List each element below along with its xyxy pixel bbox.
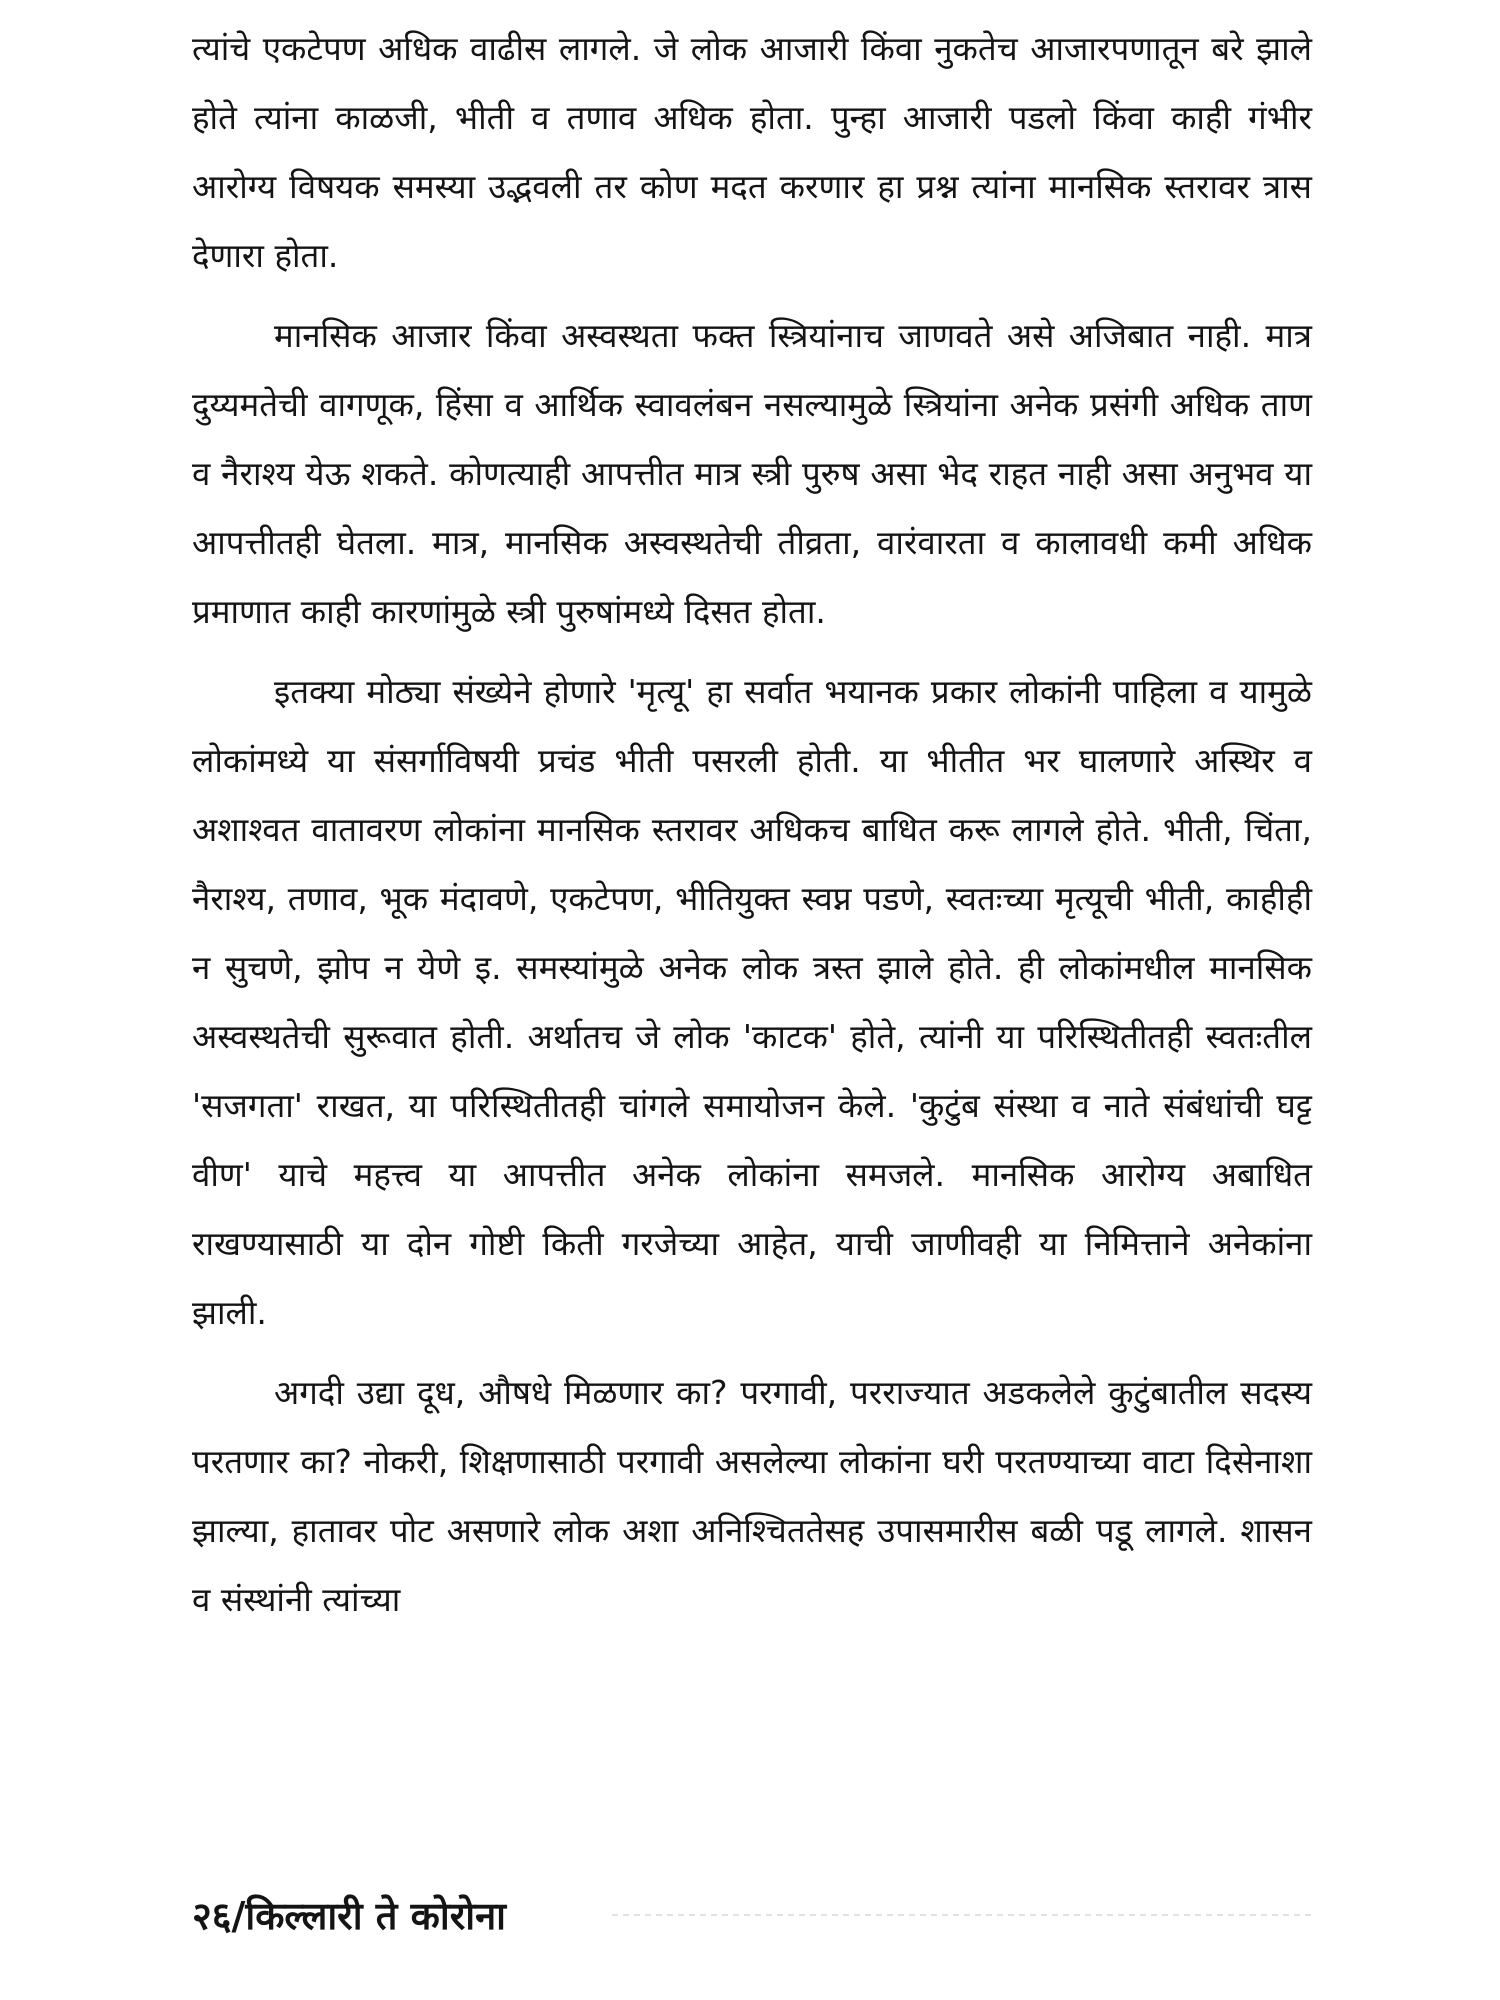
paragraph-1: त्यांचे एकटेपण अधिक वाढीस लागले. जे लोक आजारी किंवा नुकतेच आजारपणातून बरे झाले होते त्यांना काळजी, भीती व तणाव अधिक होता. पुन्हा आजारी पडलो किंवा काही गंभीर आरोग्य विषयक समस्या उद्भवली तर कोण मदत करणार हा प्रश्न त्यांना मानसिक स्तरावर त्रास देणारा होता. [192, 29, 1312, 275]
page-number-and-title: २६/किल्लारी ते कोरोना [192, 1894, 507, 1938]
paragraph-4: अगदी उद्या दूध, औषधे मिळणार का? परगावी, परराज्यात अडकलेले कुटुंबातील सदस्य परतणार का? नोकरी, शिक्षणासाठी परगावी असलेल्या लोकांना घरी परतण्याच्या वाटा दिसेनाशा झाल्या, हातावर पोट असणारे लोक अशा अनिश्चिततेसह उपासमारीस बळी पडू लागले. शासन व संस्थांनी त्यांच्या [192, 1373, 1312, 1619]
scan-noise-line [612, 1914, 1312, 1916]
page-body [192, 14, 1312, 1634]
paragraph-3: इतक्या मोठ्या संख्येने होणारे 'मृत्यू' हा सर्वात भयानक प्रकार लोकांनी पाहिला व यामुळे लोकांमध्ये या संसर्गाविषयी प्रचंड भीती पसरली होती. या भीतीत भर घालणारे अस्थिर व अशाश्वत वातावरण लोकांना मानसिक स्तरावर अधिकच बाधित करू लागले होते. भीती, चिंता, नैराश्य, तणाव, भूक मंदावणे, एकटेपण, भीतियुक्त स्वप्न पडणे, स्वतःच्या मृत्यूची भीती, काहीही न सुचणे, झोप न येणे इ. समस्यांमुळे अनेक लोक त्रस्त झाले होते. ही लोकांमधील मानसिक अस्वस्थतेची सुरूवात होती. अर्थातच जे लोक 'काटक' होते, त्यांनी या परिस्थितीतही स्वतःतील 'सजगता' राखत, या परिस्थितीतही चांगले समायोजन केले. 'कुटुंब संस्था व नाते संबंधांची घट्ट वीण' याचे महत्त्व या आपत्तीत अनेक लोकांना समजले. मानसिक आरोग्य अबाधित राखण्यासाठी या दोन गोष्टी किती गरजेच्या आहेत, याची जाणीवही या निमित्ताने अनेकांना झाली. [192, 672, 1312, 1332]
paragraph-2: मानसिक आजार किंवा अस्वस्थता फक्त स्त्रियांनाच जाणवते असे अजिबात नाही. मात्र दुय्यमतेची वागणूक, हिंसा व आर्थिक स्वावलंबन नसल्यामुळे स्त्रियांना अनेक प्रसंगी अधिक ताण व नैराश्य येऊ शकते. कोणत्याही आपत्तीत मात्र स्त्री पुरुष असा भेद राहत नाही असा अनुभव या आपत्तीतही घेतला. मात्र, मानसिक अस्वस्थतेची तीव्रता, वारंवारता व कालावधी कमी अधिक प्रमाणात काही कारणांमुळे स्त्री पुरुषांमध्ये दिसत होता. [192, 316, 1312, 631]
page-footer [192, 1886, 1312, 1946]
